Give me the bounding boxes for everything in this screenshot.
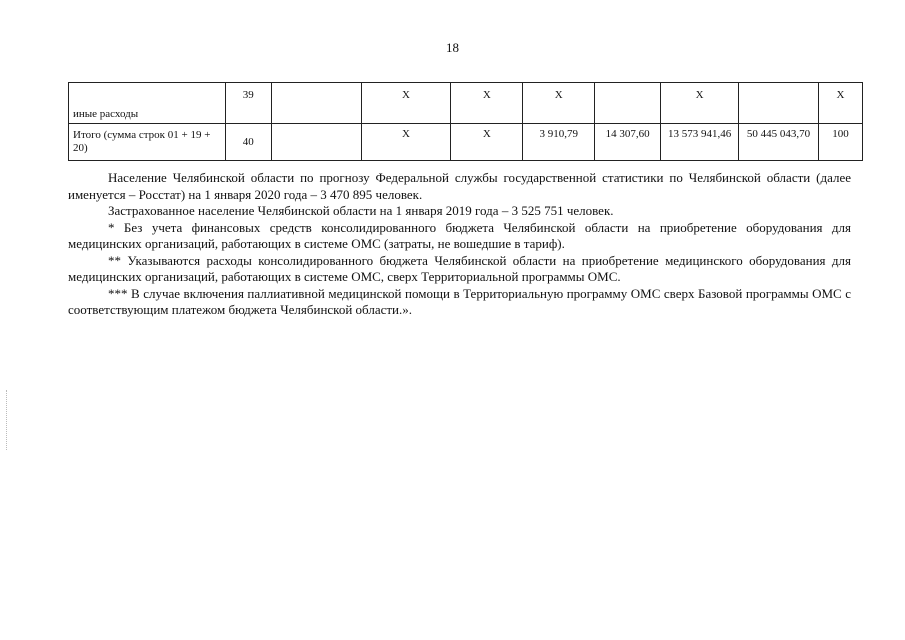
row-name-cell: иные расходы (69, 83, 226, 124)
footnote-1: * Без учета финансовых средств консолидированного бюджета Челябинской области на приобретение оборудования для медицинских организаций, работающих в системе ОМС (затраты, не вошедшие в тариф). (68, 219, 851, 251)
insured-population-paragraph: Застрахованное население Челябинской области на 1 января 2019 года – 3 525 751 человек. (108, 203, 614, 218)
population-forecast-paragraph: Население Челябинской области по прогнозу Федеральной службы государственной статистики по Челябинской области (далее именуется – Росстат) на 1 января 2020 года – 3 470 895 человек. (68, 170, 851, 202)
table-row (69, 124, 863, 161)
table-cell: 13 573 941,46 (661, 124, 739, 161)
row-name-cell: Итого (сумма строк 01 + 19 + 20) (69, 124, 226, 161)
scan-edge-mark (6, 390, 8, 450)
table-cell: X (523, 83, 595, 124)
table-cell: 100 (818, 124, 862, 161)
footnote-2: ** Указываются расходы консолидированного бюджета Челябинской области на приобретение медицинского оборудования для медицинских организаций, работающих в системе ОМС, сверх Территориальной программы ОМС. (68, 252, 851, 284)
table-cell: X (818, 83, 862, 124)
footnote-3: *** В случае включения паллиативной медицинской помощи в Территориальную программу ОМС сверх Базовой программы ОМС с соответствующим платежом бюджета Челябинской области.». (68, 285, 851, 317)
table-cell: 3 910,79 (523, 124, 595, 161)
table-cell (271, 83, 361, 124)
data-table (68, 82, 863, 161)
table-cell: X (451, 124, 523, 161)
table-row (69, 83, 863, 124)
page-number: 18 (446, 40, 459, 55)
table-cell: X (661, 83, 739, 124)
table-cell (271, 124, 361, 161)
table-cell: X (361, 83, 451, 124)
row-code-cell: 39 (225, 83, 271, 124)
notes-section (68, 170, 851, 319)
table-cell: 50 445 043,70 (739, 124, 819, 161)
table-cell (595, 83, 661, 124)
table-cell: 14 307,60 (595, 124, 661, 161)
row-code-cell: 40 (225, 124, 271, 161)
table-cell: X (361, 124, 451, 161)
table-cell (739, 83, 819, 124)
table-cell: X (451, 83, 523, 124)
